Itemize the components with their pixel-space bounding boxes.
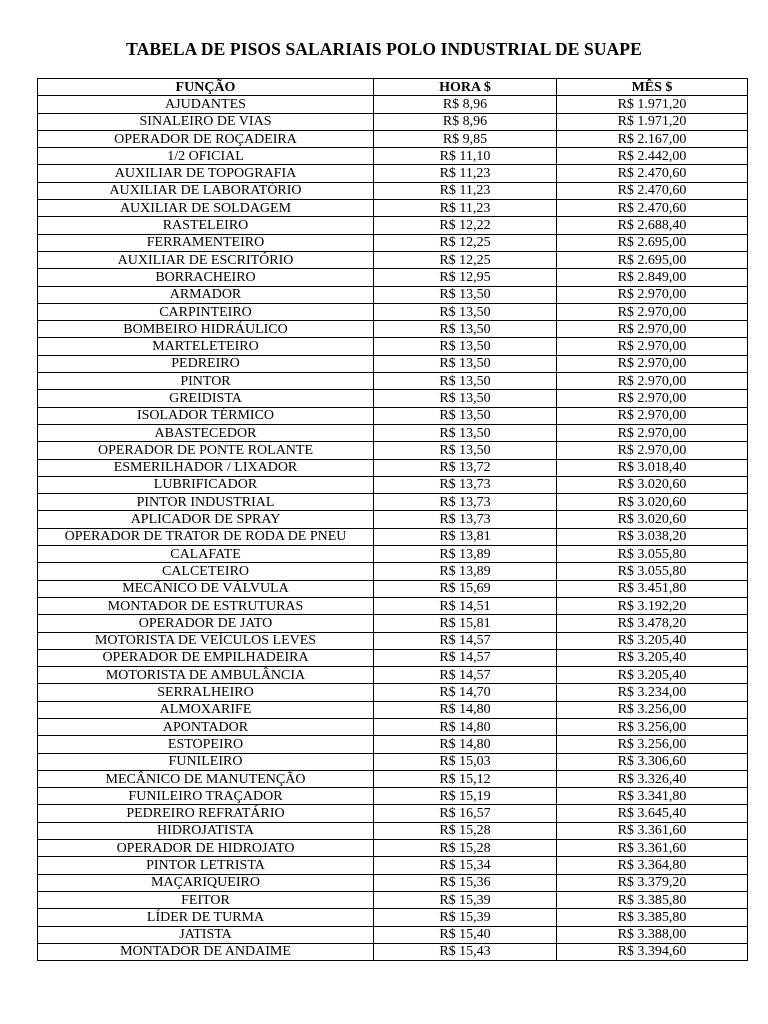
cell-funcao: MOTORISTA DE AMBULÂNCIA xyxy=(38,667,374,684)
table-row xyxy=(38,355,748,372)
cell-mes: R$ 2.849,00 xyxy=(557,269,748,286)
cell-mes: R$ 3.205,40 xyxy=(557,649,748,666)
cell-funcao: RASTELEIRO xyxy=(38,217,374,234)
cell-mes: R$ 2.970,00 xyxy=(557,338,748,355)
cell-funcao: ESTOPEIRO xyxy=(38,736,374,753)
table-row xyxy=(38,511,748,528)
header-funcao: FUNÇÃO xyxy=(38,79,374,96)
cell-hora: R$ 15,43 xyxy=(374,943,557,960)
cell-mes: R$ 3.256,00 xyxy=(557,701,748,718)
cell-hora: R$ 12,95 xyxy=(374,269,557,286)
cell-funcao: SERRALHEIRO xyxy=(38,684,374,701)
cell-funcao: FUNILEIRO xyxy=(38,753,374,770)
cell-mes: R$ 2.470,60 xyxy=(557,182,748,199)
cell-mes: R$ 1.971,20 xyxy=(557,113,748,130)
table-row xyxy=(38,148,748,165)
table-row xyxy=(38,234,748,251)
cell-hora: R$ 11,23 xyxy=(374,200,557,217)
cell-hora: R$ 15,19 xyxy=(374,788,557,805)
cell-mes: R$ 2.167,00 xyxy=(557,130,748,147)
table-row xyxy=(38,390,748,407)
cell-funcao: HIDROJATISTA xyxy=(38,822,374,839)
cell-mes: R$ 2.470,60 xyxy=(557,200,748,217)
table-row xyxy=(38,217,748,234)
cell-mes: R$ 3.385,80 xyxy=(557,909,748,926)
table-row xyxy=(38,580,748,597)
cell-mes: R$ 3.451,80 xyxy=(557,580,748,597)
cell-mes: R$ 3.379,20 xyxy=(557,874,748,891)
cell-mes: R$ 3.341,80 xyxy=(557,788,748,805)
cell-hora: R$ 14,80 xyxy=(374,718,557,735)
cell-hora: R$ 14,80 xyxy=(374,736,557,753)
table-row xyxy=(38,269,748,286)
cell-funcao: 1/2 OFICIAL xyxy=(38,148,374,165)
cell-hora: R$ 12,25 xyxy=(374,251,557,268)
cell-hora: R$ 14,80 xyxy=(374,701,557,718)
cell-funcao: ISOLADOR TÉRMICO xyxy=(38,407,374,424)
cell-hora: R$ 12,25 xyxy=(374,234,557,251)
cell-mes: R$ 2.970,00 xyxy=(557,424,748,441)
cell-mes: R$ 3.020,60 xyxy=(557,494,748,511)
cell-mes: R$ 2.970,00 xyxy=(557,303,748,320)
cell-funcao: OPERADOR DE TRATOR DE RODA DE PNEU xyxy=(38,528,374,545)
cell-hora: R$ 9,85 xyxy=(374,130,557,147)
header-mes: MÊS $ xyxy=(557,79,748,96)
cell-hora: R$ 14,51 xyxy=(374,597,557,614)
cell-funcao: MECÂNICO DE VÁLVULA xyxy=(38,580,374,597)
cell-hora: R$ 13,50 xyxy=(374,286,557,303)
cell-hora: R$ 15,28 xyxy=(374,840,557,857)
cell-funcao: ALMOXARIFE xyxy=(38,701,374,718)
table-row xyxy=(38,563,748,580)
table-row xyxy=(38,926,748,943)
table-row xyxy=(38,684,748,701)
cell-hora: R$ 14,57 xyxy=(374,667,557,684)
cell-hora: R$ 14,57 xyxy=(374,632,557,649)
cell-funcao: AUXILIAR DE TOPOGRAFIA xyxy=(38,165,374,182)
table-row xyxy=(38,338,748,355)
cell-funcao: FEITOR xyxy=(38,891,374,908)
table-row xyxy=(38,909,748,926)
table-row xyxy=(38,200,748,217)
cell-funcao: MONTADOR DE ANDAIME xyxy=(38,943,374,960)
cell-funcao: OPERADOR DE EMPILHADEIRA xyxy=(38,649,374,666)
cell-hora: R$ 8,96 xyxy=(374,113,557,130)
table-row xyxy=(38,546,748,563)
table-row xyxy=(38,373,748,390)
cell-mes: R$ 3.205,40 xyxy=(557,632,748,649)
cell-mes: R$ 2.695,00 xyxy=(557,234,748,251)
cell-mes: R$ 3.388,00 xyxy=(557,926,748,943)
cell-mes: R$ 3.385,80 xyxy=(557,891,748,908)
cell-hora: R$ 13,81 xyxy=(374,528,557,545)
table-row xyxy=(38,96,748,113)
table-row xyxy=(38,891,748,908)
table-row xyxy=(38,182,748,199)
header-hora: HORA $ xyxy=(374,79,557,96)
cell-hora: R$ 13,50 xyxy=(374,321,557,338)
table-row xyxy=(38,718,748,735)
table-row xyxy=(38,701,748,718)
salary-table xyxy=(37,78,748,961)
cell-hora: R$ 15,34 xyxy=(374,857,557,874)
cell-mes: R$ 3.018,40 xyxy=(557,459,748,476)
cell-mes: R$ 3.326,40 xyxy=(557,770,748,787)
cell-funcao: APONTADOR xyxy=(38,718,374,735)
table-row xyxy=(38,667,748,684)
table-row xyxy=(38,597,748,614)
cell-mes: R$ 2.970,00 xyxy=(557,390,748,407)
cell-funcao: PINTOR xyxy=(38,373,374,390)
cell-mes: R$ 3.394,60 xyxy=(557,943,748,960)
cell-funcao: AJUDANTES xyxy=(38,96,374,113)
cell-hora: R$ 15,39 xyxy=(374,891,557,908)
cell-mes: R$ 3.364,80 xyxy=(557,857,748,874)
table-body xyxy=(38,96,748,961)
cell-hora: R$ 14,57 xyxy=(374,649,557,666)
cell-funcao: LÍDER DE TURMA xyxy=(38,909,374,926)
table-row xyxy=(38,805,748,822)
table-row xyxy=(38,649,748,666)
table-row xyxy=(38,407,748,424)
cell-mes: R$ 2.970,00 xyxy=(557,321,748,338)
cell-hora: R$ 15,12 xyxy=(374,770,557,787)
cell-mes: R$ 2.970,00 xyxy=(557,442,748,459)
table-row xyxy=(38,424,748,441)
cell-mes: R$ 3.256,00 xyxy=(557,736,748,753)
cell-mes: R$ 2.970,00 xyxy=(557,373,748,390)
table-row xyxy=(38,770,748,787)
cell-funcao: OPERADOR DE JATO xyxy=(38,615,374,632)
cell-mes: R$ 1.971,20 xyxy=(557,96,748,113)
cell-mes: R$ 2.970,00 xyxy=(557,355,748,372)
cell-funcao: CALAFATE xyxy=(38,546,374,563)
table-row xyxy=(38,857,748,874)
cell-funcao: MOTORISTA DE VEÍCULOS LEVES xyxy=(38,632,374,649)
cell-hora: R$ 13,50 xyxy=(374,373,557,390)
cell-hora: R$ 15,36 xyxy=(374,874,557,891)
cell-hora: R$ 13,50 xyxy=(374,407,557,424)
table-row xyxy=(38,874,748,891)
cell-hora: R$ 13,89 xyxy=(374,546,557,563)
cell-funcao: AUXILIAR DE LABORATÓRIO xyxy=(38,182,374,199)
table-row xyxy=(38,286,748,303)
cell-hora: R$ 16,57 xyxy=(374,805,557,822)
cell-mes: R$ 2.688,40 xyxy=(557,217,748,234)
table-row xyxy=(38,753,748,770)
cell-funcao: OPERADOR DE PONTE ROLANTE xyxy=(38,442,374,459)
table-row xyxy=(38,494,748,511)
cell-hora: R$ 13,50 xyxy=(374,442,557,459)
cell-mes: R$ 3.020,60 xyxy=(557,511,748,528)
table-row xyxy=(38,442,748,459)
cell-mes: R$ 3.234,00 xyxy=(557,684,748,701)
cell-funcao: CALCETEIRO xyxy=(38,563,374,580)
cell-funcao: APLICADOR DE SPRAY xyxy=(38,511,374,528)
cell-hora: R$ 13,89 xyxy=(374,563,557,580)
cell-hora: R$ 13,50 xyxy=(374,338,557,355)
cell-mes: R$ 3.645,40 xyxy=(557,805,748,822)
cell-hora: R$ 11,23 xyxy=(374,165,557,182)
cell-funcao: CARPINTEIRO xyxy=(38,303,374,320)
cell-funcao: LUBRIFICADOR xyxy=(38,476,374,493)
cell-hora: R$ 15,28 xyxy=(374,822,557,839)
table-row xyxy=(38,476,748,493)
cell-mes: R$ 3.256,00 xyxy=(557,718,748,735)
cell-mes: R$ 3.478,20 xyxy=(557,615,748,632)
cell-funcao: BORRACHEIRO xyxy=(38,269,374,286)
cell-funcao: MECÂNICO DE MANUTENÇÃO xyxy=(38,770,374,787)
table-row xyxy=(38,822,748,839)
cell-hora: R$ 13,50 xyxy=(374,390,557,407)
cell-funcao: ABASTECEDOR xyxy=(38,424,374,441)
cell-hora: R$ 11,10 xyxy=(374,148,557,165)
cell-funcao: PINTOR LETRISTA xyxy=(38,857,374,874)
table-row xyxy=(38,528,748,545)
table-row xyxy=(38,840,748,857)
cell-mes: R$ 2.970,00 xyxy=(557,286,748,303)
table-row xyxy=(38,303,748,320)
cell-funcao: ESMERILHADOR / LIXADOR xyxy=(38,459,374,476)
cell-mes: R$ 2.442,00 xyxy=(557,148,748,165)
cell-funcao: OPERADOR DE HIDROJATO xyxy=(38,840,374,857)
cell-funcao: JATISTA xyxy=(38,926,374,943)
cell-funcao: PINTOR INDUSTRIAL xyxy=(38,494,374,511)
cell-hora: R$ 13,73 xyxy=(374,494,557,511)
cell-funcao: AUXILIAR DE SOLDAGEM xyxy=(38,200,374,217)
cell-mes: R$ 3.192,20 xyxy=(557,597,748,614)
cell-funcao: OPERADOR DE ROÇADEIRA xyxy=(38,130,374,147)
cell-funcao: AUXILIAR DE ESCRITÓRIO xyxy=(38,251,374,268)
cell-funcao: FERRAMENTEIRO xyxy=(38,234,374,251)
cell-hora: R$ 13,50 xyxy=(374,424,557,441)
cell-funcao: BOMBEIRO HIDRÁULICO xyxy=(38,321,374,338)
cell-funcao: PEDREIRO xyxy=(38,355,374,372)
cell-hora: R$ 12,22 xyxy=(374,217,557,234)
cell-mes: R$ 3.205,40 xyxy=(557,667,748,684)
cell-mes: R$ 3.038,20 xyxy=(557,528,748,545)
table-row xyxy=(38,736,748,753)
cell-mes: R$ 2.695,00 xyxy=(557,251,748,268)
table-row xyxy=(38,165,748,182)
cell-hora: R$ 13,50 xyxy=(374,355,557,372)
table-row xyxy=(38,632,748,649)
cell-mes: R$ 2.470,60 xyxy=(557,165,748,182)
cell-funcao: MAÇARIQUEIRO xyxy=(38,874,374,891)
cell-hora: R$ 15,03 xyxy=(374,753,557,770)
table-row xyxy=(38,321,748,338)
cell-funcao: PEDREIRO REFRATÁRIO xyxy=(38,805,374,822)
cell-funcao: ARMADOR xyxy=(38,286,374,303)
cell-hora: R$ 13,72 xyxy=(374,459,557,476)
cell-funcao: MONTADOR DE ESTRUTURAS xyxy=(38,597,374,614)
table-header-row xyxy=(38,79,748,96)
cell-funcao: MARTELETEIRO xyxy=(38,338,374,355)
cell-mes: R$ 3.361,60 xyxy=(557,840,748,857)
cell-hora: R$ 13,73 xyxy=(374,511,557,528)
cell-mes: R$ 3.020,60 xyxy=(557,476,748,493)
table-row xyxy=(38,251,748,268)
cell-mes: R$ 3.361,60 xyxy=(557,822,748,839)
table-row xyxy=(38,130,748,147)
cell-mes: R$ 3.055,80 xyxy=(557,546,748,563)
cell-mes: R$ 2.970,00 xyxy=(557,407,748,424)
cell-funcao: SINALEIRO DE VIAS xyxy=(38,113,374,130)
table-row xyxy=(38,615,748,632)
cell-hora: R$ 11,23 xyxy=(374,182,557,199)
cell-hora: R$ 13,73 xyxy=(374,476,557,493)
cell-hora: R$ 14,70 xyxy=(374,684,557,701)
table-row xyxy=(38,113,748,130)
cell-hora: R$ 15,39 xyxy=(374,909,557,926)
cell-mes: R$ 3.306,60 xyxy=(557,753,748,770)
table-row xyxy=(38,943,748,960)
cell-hora: R$ 15,69 xyxy=(374,580,557,597)
cell-funcao: GREIDISTA xyxy=(38,390,374,407)
cell-mes: R$ 3.055,80 xyxy=(557,563,748,580)
table-row xyxy=(38,459,748,476)
cell-hora: R$ 8,96 xyxy=(374,96,557,113)
document-title: TABELA DE PISOS SALARIAIS POLO INDUSTRIAL DE SUAPE xyxy=(126,39,642,59)
cell-hora: R$ 13,50 xyxy=(374,303,557,320)
cell-funcao: FUNILEIRO TRAÇADOR xyxy=(38,788,374,805)
table-row xyxy=(38,788,748,805)
cell-hora: R$ 15,40 xyxy=(374,926,557,943)
cell-hora: R$ 15,81 xyxy=(374,615,557,632)
